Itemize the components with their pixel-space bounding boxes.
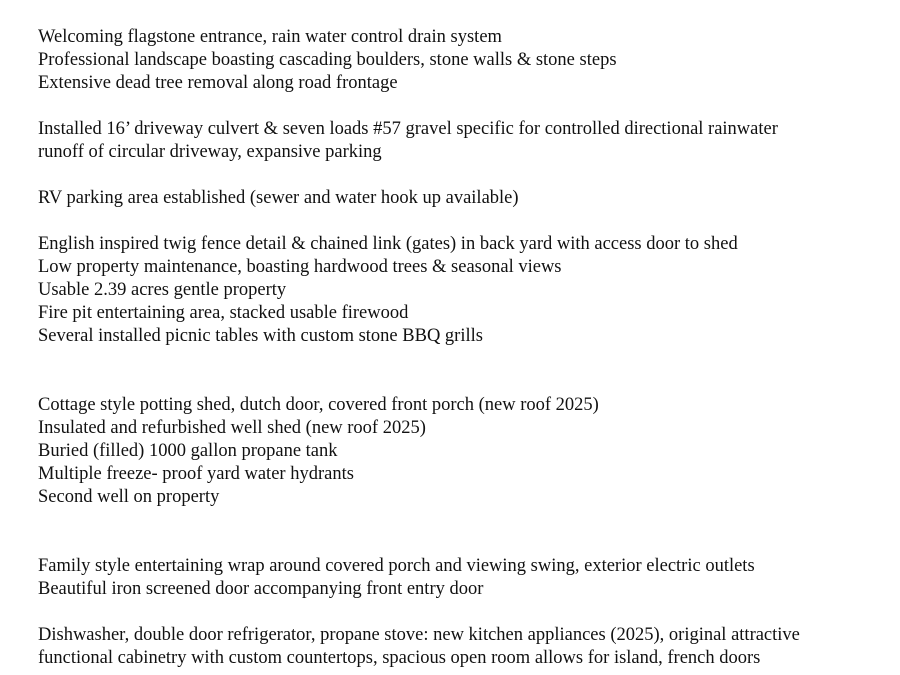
paragraph-porch [38, 555, 888, 601]
text-line: Low property maintenance, boasting hardwood trees & seasonal views [38, 257, 562, 277]
text-line: Extensive dead tree removal along road frontage [38, 73, 398, 93]
paragraph-driveway [38, 118, 888, 164]
text-line: Professional landscape boasting cascading boulders, stone walls & stone steps [38, 50, 617, 70]
text-line: Insulated and refurbished well shed (new roof 2025) [38, 418, 426, 438]
text-line: Installed 16’ driveway culvert & seven loads #57 gravel specific for controlled directional rainwater [38, 119, 778, 139]
text-line: functional cabinetry with custom countertops, spacious open room allows for island, french doors [38, 648, 761, 668]
paragraph-spacer [38, 601, 888, 624]
paragraph-spacer [38, 509, 888, 555]
paragraph-spacer [38, 348, 888, 394]
text-line: Second well on property [38, 487, 220, 507]
paragraph-outbuildings [38, 394, 888, 509]
paragraph-kitchen [38, 624, 888, 670]
text-line: Cottage style potting shed, dutch door, covered front porch (new roof 2025) [38, 395, 599, 415]
text-line: Multiple freeze- proof yard water hydrants [38, 464, 354, 484]
text-line: Several installed picnic tables with custom stone BBQ grills [38, 326, 483, 346]
text-line: Family style entertaining wrap around covered porch and viewing swing, exterior electric outlets [38, 556, 755, 576]
paragraph-spacer [38, 164, 888, 187]
paragraph-spacer [38, 3, 888, 26]
paragraph-entrance-landscape [38, 26, 888, 95]
text-line: Beautiful iron screened door accompanying front entry door [38, 579, 484, 599]
text-line: RV parking area established (sewer and water hook up available) [38, 188, 519, 208]
text-line: Buried (filled) 1000 gallon propane tank [38, 441, 338, 461]
paragraph-spacer [38, 95, 888, 118]
paragraph-yard-features [38, 233, 888, 348]
text-line: Welcoming flagstone entrance, rain water control drain system [38, 27, 502, 47]
document-body [38, 0, 888, 670]
text-line: runoff of circular driveway, expansive parking [38, 142, 382, 162]
text-line: Usable 2.39 acres gentle property [38, 280, 287, 300]
text-line: Fire pit entertaining area, stacked usable firewood [38, 303, 409, 323]
text-line: English inspired twig fence detail & chained link (gates) in back yard with access door to shed [38, 234, 738, 254]
paragraph-rv-parking [38, 187, 888, 210]
paragraph-spacer [38, 210, 888, 233]
text-line: Dishwasher, double door refrigerator, propane stove: new kitchen appliances (2025), original attractive [38, 625, 800, 645]
